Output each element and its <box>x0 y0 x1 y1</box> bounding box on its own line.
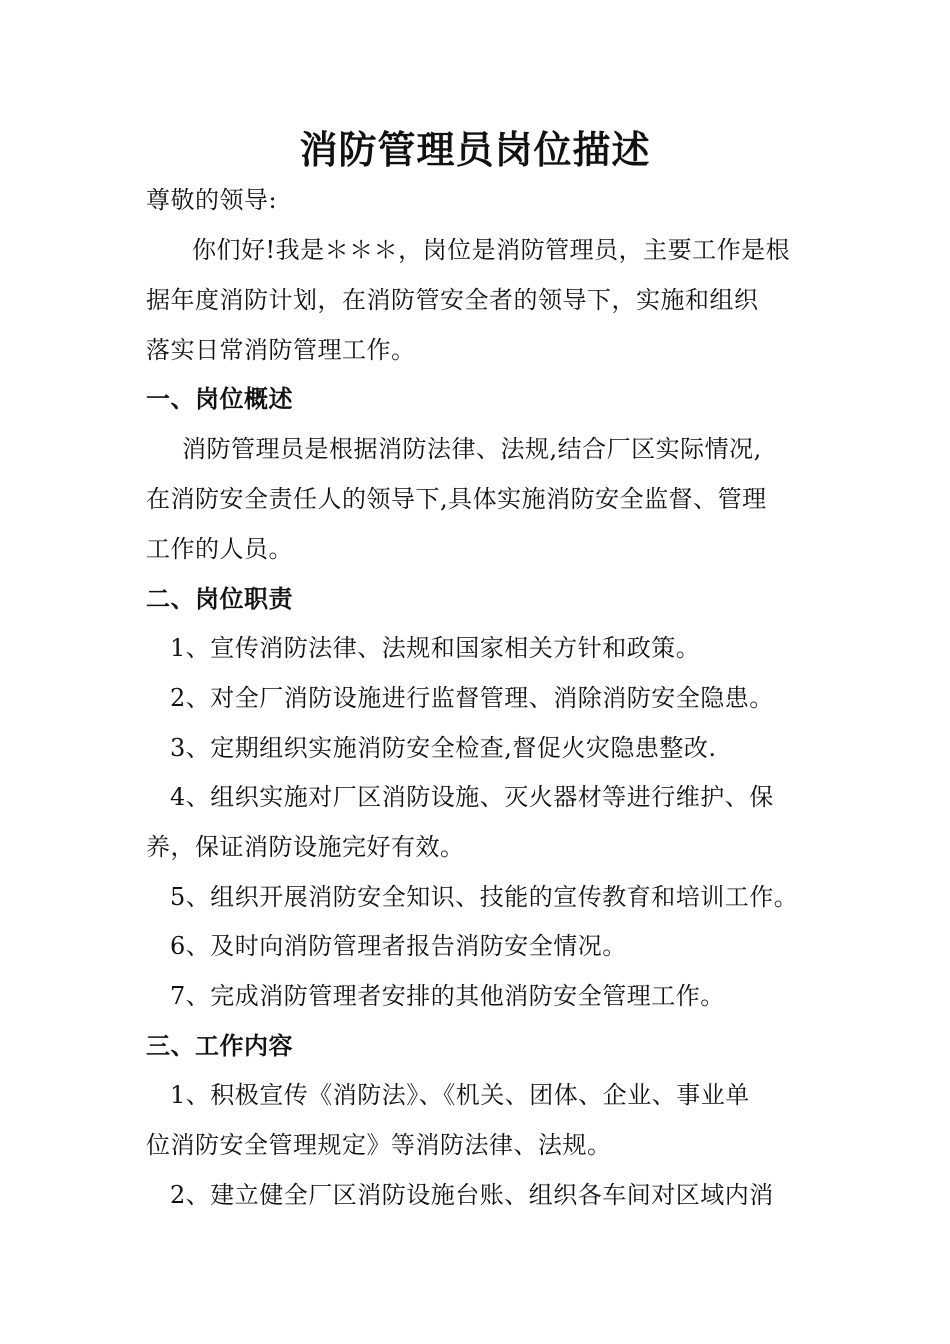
section-3-line-1: 1、积极宣传《消防法》、《机关、团体、企业、事业单 <box>170 1081 750 1109</box>
section-2-line-1: 1、宣传消防法律、法规和国家相关方针和政策。 <box>170 634 701 662</box>
section-2-line-4: 4、组织实施对厂区消防设施、灭火器材等进行维护、保 <box>170 783 774 811</box>
section-2-line-7: 6、及时向消防管理者报告消防安全情况。 <box>170 932 627 960</box>
section-1-line-2: 在消防安全责任人的领导下,具体实施消防安全监督、管理 <box>146 485 767 513</box>
salutation: 尊敬的领导: <box>146 186 278 214</box>
section-1-heading: 一、岗位概述 <box>146 384 293 413</box>
section-2-line-2: 2、对全厂消防设施进行监督管理、消除消防安全隐患。 <box>170 684 774 712</box>
section-2-heading: 二、岗位职责 <box>146 584 293 613</box>
section-1-line-1: 消防管理员是根据消防法律、法规,结合厂区实际情况, <box>182 435 762 463</box>
section-2-line-3: 3、定期组织实施消防安全检查,督促火灾隐患整改. <box>170 734 717 762</box>
section-3-heading: 三、工作内容 <box>146 1031 293 1060</box>
section-3-line-3: 2、建立健全厂区消防设施台账、组织各车间对区域内消 <box>170 1181 774 1209</box>
intro-line-3: 落实日常消防管理工作。 <box>146 336 416 364</box>
section-2-line-6: 5、组织开展消防安全知识、技能的宣传教育和培训工作。 <box>170 883 799 911</box>
section-1-line-3: 工作的人员。 <box>146 535 293 563</box>
section-2-line-8: 7、完成消防管理者安排的其他消防安全管理工作。 <box>170 982 725 1010</box>
section-3-line-2: 位消防安全管理规定》等消防法律、法规。 <box>146 1131 612 1159</box>
section-2-line-5: 养，保证消防设施完好有效。 <box>146 833 465 861</box>
intro-line-2: 据年度消防计划，在消防管安全者的领导下，实施和组织 <box>146 286 759 314</box>
intro-line-1: 你们好!我是＊＊＊，岗位是消防管理员，主要工作是根 <box>192 236 791 264</box>
document-title: 消防管理员岗位描述 <box>299 127 651 172</box>
